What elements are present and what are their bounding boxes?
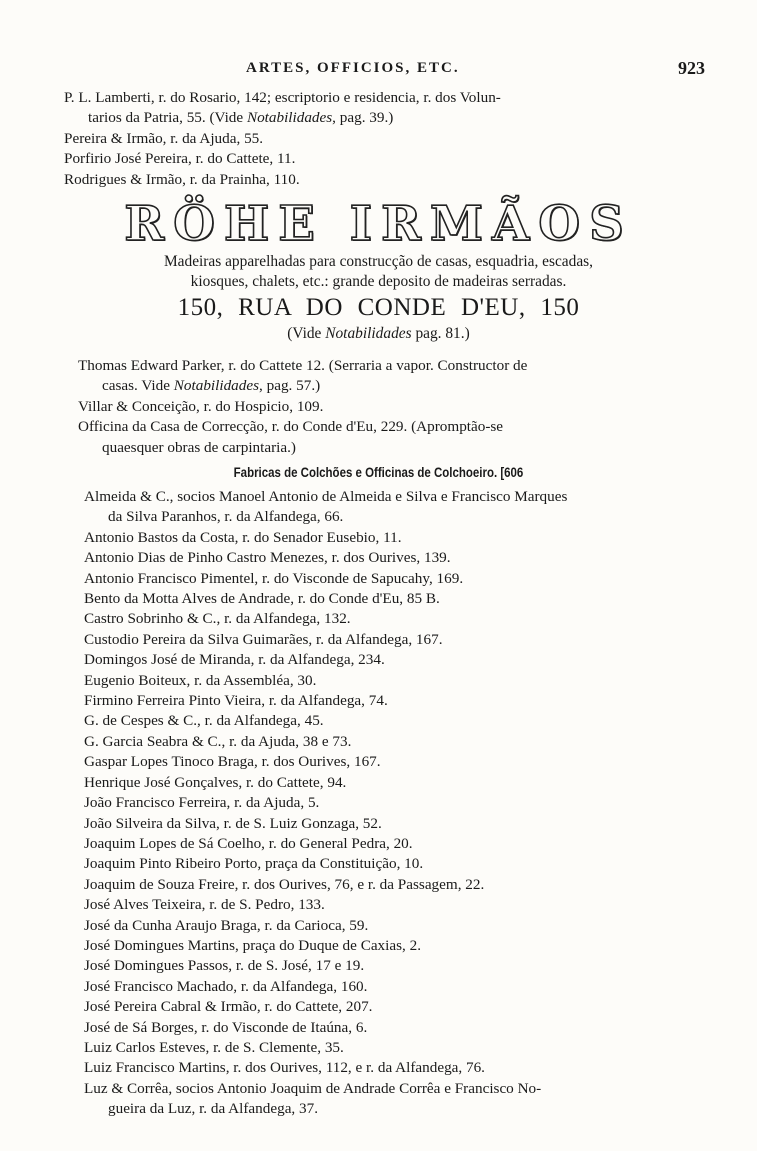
- directory-entry: Custodio Pereira da Silva Guimarães, r. da Alfandega, 167.: [84, 630, 443, 648]
- advertisement: [0, 196, 757, 344]
- directory-entry: Antonio Bastos da Costa, r. do Senador Eusebio, 11.: [84, 528, 402, 546]
- directory-entry: Luiz Francisco Martins, r. dos Ourives, 112, e r. da Alfandega, 76.: [84, 1059, 485, 1077]
- directory-entry: Rodrigues & Irmão, r. da Prainha, 110.: [64, 170, 300, 188]
- directory-entry: Luiz Carlos Esteves, r. de S. Clemente, 35.: [84, 1038, 344, 1056]
- section: [0, 461, 757, 483]
- entry-continuation: tarios da Patria, 55. (Vide Notabilidades, pag. 39.): [88, 109, 394, 127]
- directory-entry: Bento da Motta Alves de Andrade, r. do Conde d'Eu, 85 B.: [84, 590, 440, 608]
- directory-entry: Joaquim Lopes de Sá Coelho, r. do General Pedra, 20.: [84, 834, 413, 852]
- directory-entry: Joaquim de Souza Freire, r. dos Ourives, 76, e r. da Passagem, 22.: [84, 875, 485, 893]
- directory-entry: Villar & Conceição, r. do Hospicio, 109.: [78, 397, 324, 415]
- directory-entry: Luz & Corrêa, socios Antonio Joaquim de Andrade Corrêa e Francisco No-: [84, 1079, 542, 1097]
- directory-entry: José de Sá Borges, r. do Visconde de Itaúna, 6.: [84, 1018, 368, 1036]
- running-title: ARTES, OFFICIOS, ETC.: [246, 60, 460, 76]
- directory-entry: José Francisco Machado, r. da Alfandega, 160.: [84, 977, 368, 995]
- directory-entry: Pereira & Irmão, r. da Ajuda, 55.: [64, 129, 264, 147]
- directory-entry: Porfirio José Pereira, r. do Cattete, 11.: [64, 150, 296, 168]
- directory-entry: João Silveira da Silva, r. de S. Luiz Gonzaga, 52.: [84, 814, 382, 832]
- directory-entry: Joaquim Pinto Ribeiro Porto, praça da Constituição, 10.: [84, 855, 424, 873]
- directory-entry: Thomas Edward Parker, r. do Cattete 12. (Serraria a vapor. Constructor de: [78, 357, 528, 374]
- page-number: 923: [678, 58, 705, 78]
- directory-entry: G. Garcia Seabra & C., r. da Ajuda, 38 e 73.: [84, 732, 352, 750]
- directory-entry: José Domingues Martins, praça do Duque de Caxias, 2.: [84, 936, 422, 954]
- directory-entry: P. L. Lamberti, r. do Rosario, 142; escriptorio e residencia, r. dos Volun-: [64, 89, 501, 106]
- directory-entry: Castro Sobrinho & C., r. da Alfandega, 132.: [84, 610, 351, 628]
- entry-continuation: casas. Vide Notabilidades, pag. 57.): [102, 377, 321, 395]
- directory-entry: G. de Cespes & C., r. da Alfandega, 45.: [84, 712, 324, 730]
- directory-entry: Antonio Francisco Pimentel, r. do Visconde de Sapucahy, 169.: [84, 569, 464, 587]
- directory-entry: Antonio Dias de Pinho Castro Menezes, r. dos Ourives, 139.: [84, 549, 451, 567]
- directory-entry: Domingos José de Miranda, r. da Alfandega, 234.: [84, 651, 385, 669]
- running-head: [0, 60, 757, 82]
- directory-entry: Eugenio Boiteux, r. da Assembléa, 30.: [84, 671, 317, 689]
- directory-entry: João Francisco Ferreira, r. da Ajuda, 5.: [84, 794, 320, 812]
- directory-entry: Officina da Casa de Correcção, r. do Conde d'Eu, 229. (Apromptão-se: [78, 418, 504, 436]
- entry-continuation: da Silva Paranhos, r. da Alfandega, 66.: [108, 508, 344, 526]
- directory-entry: Almeida & C., socios Manoel Antonio de Almeida e Silva e Francisco Marques: [84, 488, 568, 505]
- section-heading: Fabricas de Colchões e Officinas de Colchoeiro. [606: [233, 464, 524, 480]
- directory-entry: José Alves Teixeira, r. de S. Pedro, 133.: [84, 896, 325, 914]
- ad-description-line: kiosques, chalets, etc.: grande deposito de madeiras serradas.: [190, 273, 567, 290]
- directory-entry: José da Cunha Araujo Braga, r. da Carioca, 59.: [84, 916, 369, 934]
- entries-section: [84, 487, 734, 1120]
- ad-description-line: Madeiras apparelhadas para construcção de casas, esquadria, escadas,: [163, 253, 593, 270]
- directory-entry: José Domingues Passos, r. de S. José, 17 e 19.: [84, 957, 365, 975]
- entries-middle: [78, 356, 728, 458]
- directory-entry: Henrique José Gonçalves, r. do Cattete, 94.: [84, 773, 347, 791]
- directory-entry: José Pereira Cabral & Irmão, r. do Cattete, 207.: [84, 998, 373, 1016]
- directory-entry: Firmino Ferreira Pinto Vieira, r. da Alfandega, 74.: [84, 692, 388, 710]
- ad-reference: (Vide Notabilidades pag. 81.): [287, 325, 470, 342]
- entry-continuation: quaesquer obras de carpintaria.): [102, 438, 296, 456]
- ad-address: 150, RUA DO CONDE D'EU, 150: [177, 294, 580, 321]
- directory-entry: Gaspar Lopes Tinoco Braga, r. dos Ourives, 167.: [84, 753, 381, 771]
- entry-continuation: gueira da Luz, r. da Alfandega, 37.: [108, 1100, 319, 1118]
- ad-title: RÖHE IRMÃOS: [124, 196, 633, 252]
- entries-top: [64, 88, 724, 190]
